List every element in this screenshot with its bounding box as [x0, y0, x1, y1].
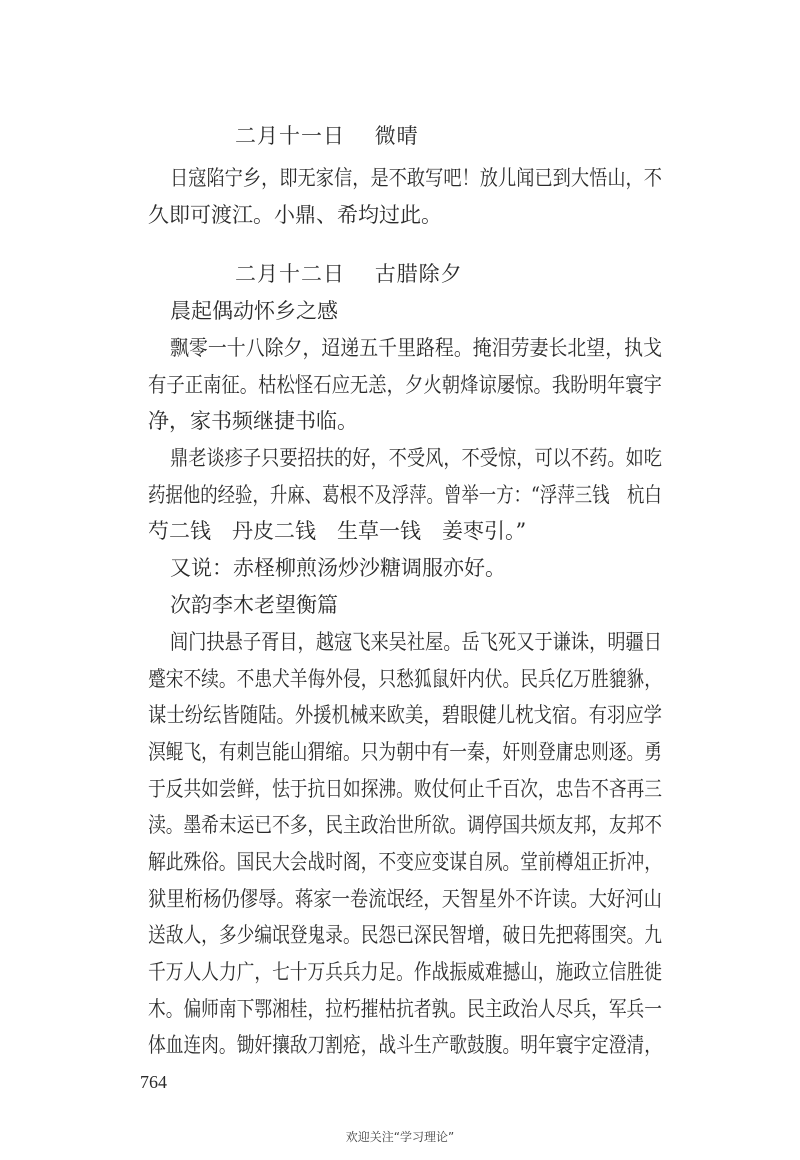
text-line: 蹙宋不续。不患犬羊侮外侵，只愁狐鼠奸内伏。民兵亿万胜貔貅，	[148, 667, 662, 691]
text-line: 芍二钱 丹皮二钱 生草一钱 姜枣引。”	[148, 519, 527, 543]
text-line: 溟鲲飞，有刺岂能山猬缩。只为朝中有一秦，奸则登庸忠则逐。勇	[148, 740, 662, 764]
text-line: 谋士纷纭皆随陆。外援机械来欧美，碧眼健儿枕戈宿。有羽应学	[148, 703, 662, 727]
text-line: 渎。墨希末运已不多，民主政治世所欲。调停国共烦友邦，友邦不	[148, 813, 662, 837]
text-line: 狱里桁杨仍僇辱。蒋家一卷流氓经，天智星外不许读。大好河山	[148, 887, 662, 911]
text-line: 晨起偶动怀乡之感	[170, 299, 338, 323]
text-line: 飘零一十八除夕，迢递五千里路程。掩泪劳妻长北望，执戈	[170, 336, 662, 360]
page-number: 764	[140, 1072, 167, 1092]
footer-note: 欢迎关注“学习理论”	[345, 1130, 455, 1144]
text-line: 日寇陷宁乡，即无家信，是不敢写吧！放儿闻已到大悟山，不	[170, 166, 662, 190]
text-line: 千万人人力广，七十万兵兵力足。作战振威难撼山，施政立信胜徙	[148, 960, 662, 984]
text-line: 于反共如尝鲜，怯于抗日如探沸。败仗何止千百次，忠告不吝再三	[148, 777, 662, 801]
text-line: 有子正南征。枯松怪石应无恙，夕火朝烽谅屡惊。我盼明年寰宇	[148, 373, 662, 397]
text-line: 解此殊俗。国民大会战时阁，不变应变谋自夙。堂前樽俎正折冲，	[148, 850, 662, 874]
text-line: 鼎老谈疹子只要招扶的好，不受风，不受惊，可以不药。如吃	[170, 446, 662, 470]
entry-heading	[235, 120, 419, 150]
text-line: 久即可渡江。小鼎、希均过此。	[148, 203, 442, 227]
text-line: 闾门抉悬子胥目，越寇飞来吴社屋。岳飞死又于谦诛，明疆日	[170, 630, 662, 654]
entry-date: 二月十二日	[235, 262, 345, 286]
entry-date: 二月十一日	[235, 124, 345, 148]
text-line: 送敌人，多少编氓登鬼录。民怨已深民智增，破日先把蒋围突。九	[148, 923, 662, 947]
text-line: 药据他的经验，升麻、葛根不及浮萍。曾举一方：“浮萍三钱 杭白	[148, 483, 662, 507]
entry-weather: 微晴	[374, 124, 419, 148]
text-line: 净，家书频继捷书临。	[148, 409, 358, 433]
entry-weather: 古腊除夕	[374, 262, 463, 286]
text-line: 又说：赤柽柳煎汤炒沙糖调服亦好。	[170, 556, 506, 580]
text-line: 木。偏师南下鄂湘桂，拉朽摧枯抗者孰。民主政治人尽兵，军兵一	[148, 997, 662, 1021]
text-line: 次韵李木老望衡篇	[170, 593, 338, 617]
text-line: 体血连肉。锄奸攘敌刀割疮，战斗生产歌鼓腹。明年寰宇定澄清，	[148, 1033, 662, 1057]
entry-heading	[235, 258, 463, 288]
